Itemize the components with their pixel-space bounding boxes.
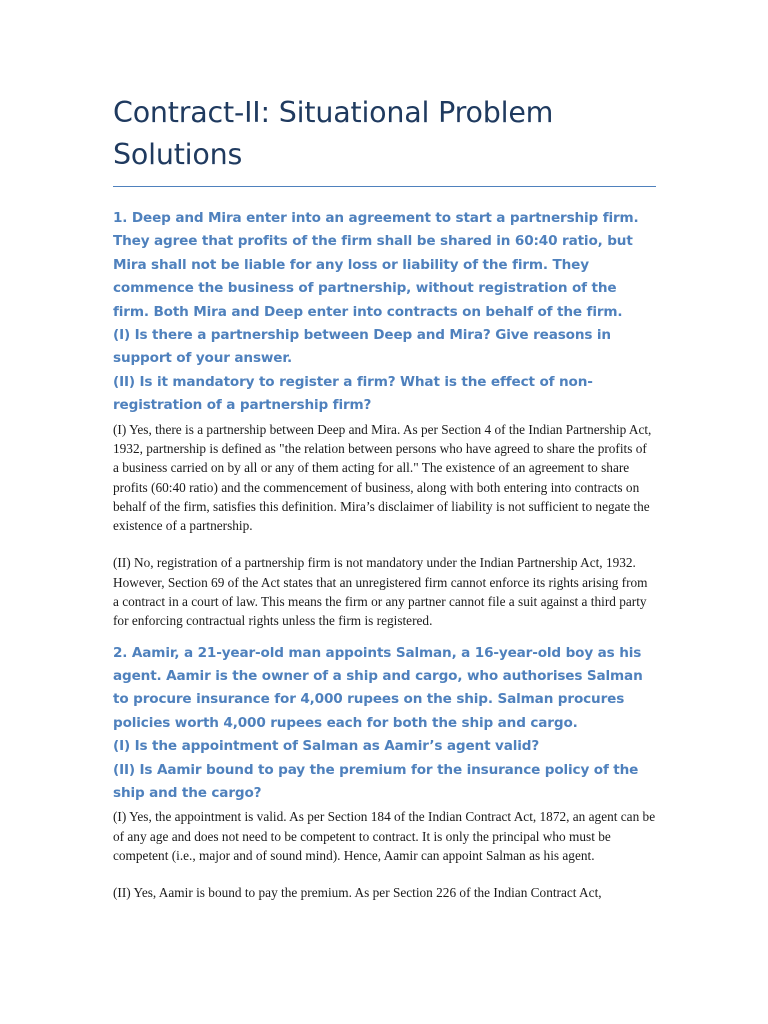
problem-2-statement: 2. Aamir, a 21-year-old man appoints Salman, a 16-year-old boy as his agent. Aamir is the owner of a ship and cargo, who authorises Salman to procure insurance for 4,000 rupees on the ship. Salman procures policies worth 4,000 rupees each for both the ship and cargo.	[113, 644, 643, 731]
problem-1-question-1: (I) Is there a partnership between Deep and Mira? Give reasons in support of your answer.	[113, 327, 611, 367]
problem-2-section	[113, 642, 656, 903]
title-underline	[113, 186, 656, 187]
problem-1-statement: 1. Deep and Mira enter into an agreement to start a partnership firm. They agree that profits of the firm shall be shared in 60:40 ratio, but Mira shall not be liable for any loss or liability of the firm. They commence the business of partnership, without registration of the firm. Both Mira and Deep enter into contracts on behalf of the firm.	[113, 210, 639, 320]
problem-2-question-2: (II) Is Aamir bound to pay the premium for the insurance policy of the ship and the cargo?	[113, 761, 639, 802]
document-page	[113, 92, 656, 903]
problem-2-answer-1: (I) Yes, the appointment is valid. As per Section 184 of the Indian Contract Act, 1872, an agent can be of any age and does not need to be competent to contract. It is only the principal who must be competent (i.e., major and of sound mind). Hence, Aamir can appoint Salman as his agent.	[113, 809, 656, 864]
problem-1-question-2: (II) Is it mandatory to register a firm? What is the effect of non-registration of a partnership firm?	[113, 373, 593, 414]
problem-1-answer-1: (I) Yes, there is a partnership between Deep and Mira. As per Section 4 of the Indian Partnership Act, 1932, partnership is defined as "the relation between persons who have agreed to share the profits of a business carried on by all or any of them acting for all." The existence of an agreement to share profits (60:40 ratio) and the commencement of business, along with both entering into contracts on behalf of the firm, satisfies this definition. Mira’s disclaimer of liability is not sufficient to negate the existence of a partnership.	[113, 421, 652, 534]
problem-2-answer-2: (II) Yes, Aamir is bound to pay the premium. As per Section 226 of the Indian Contract Act,	[113, 885, 602, 901]
problem-1-answer-2: (II) No, registration of a partnership firm is not mandatory under the Indian Partnership Act, 1932. However, Section 69 of the Act states that an unregistered firm cannot enforce its rights arising from a contract in a court of law. This means the firm or any partner cannot file a suit against a third party for enforcing contractual rights unless the firm is registered.	[113, 555, 648, 629]
problem-1-section	[113, 207, 656, 631]
problem-2-question-1: (I) Is the appointment of Salman as Aamir’s agent valid?	[113, 738, 540, 755]
document-title: Contract-II: Situational Problem Solutions	[113, 96, 554, 171]
